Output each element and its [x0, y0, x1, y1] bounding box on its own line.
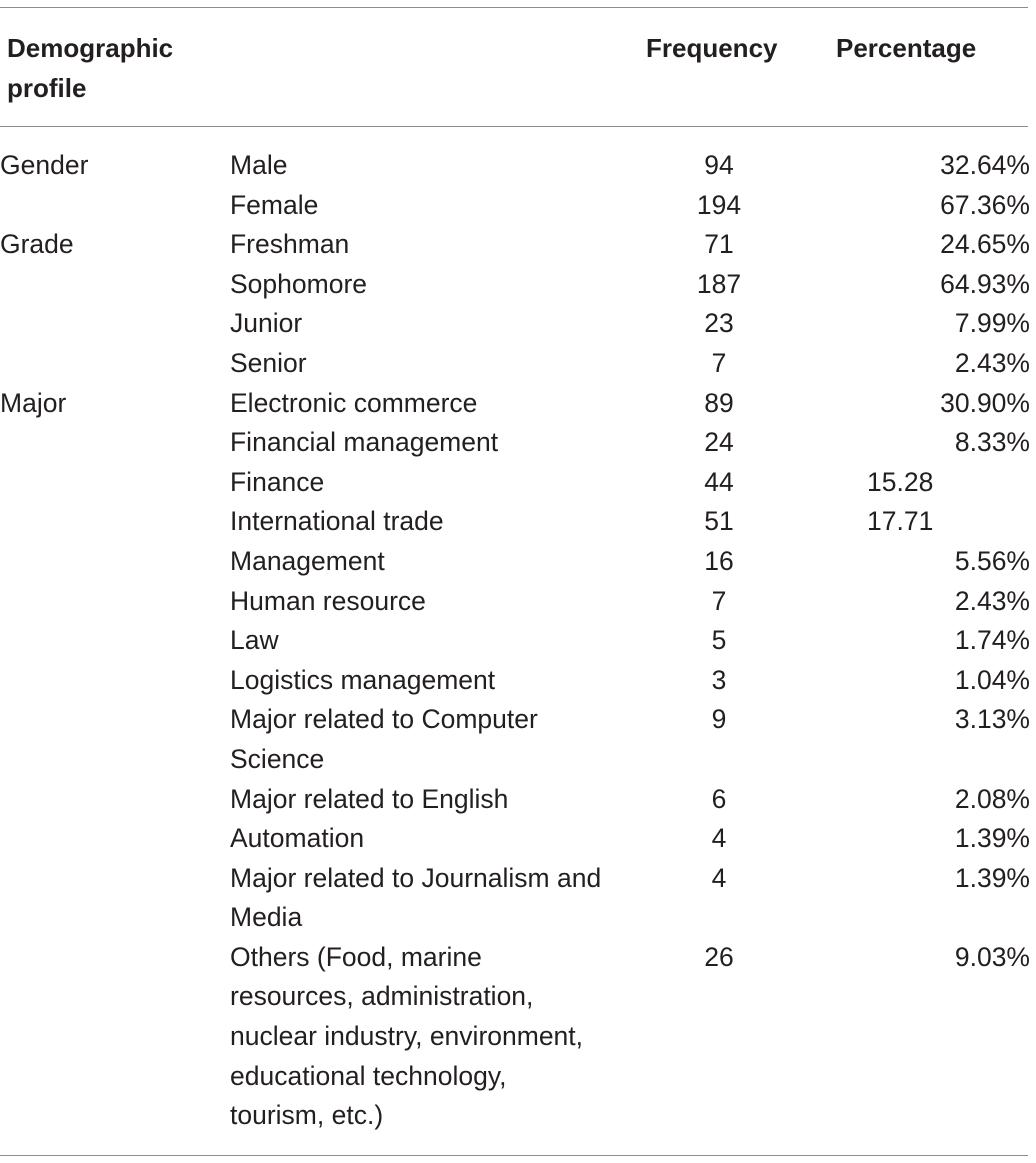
frequency-cell: 9	[711, 704, 727, 735]
category-cell: Major	[0, 387, 67, 418]
category-cell	[0, 304, 230, 344]
frequency-cell: 5	[711, 625, 727, 656]
percentage-cell: 1.39%	[954, 862, 1030, 893]
percentage-cell: 30.90%	[940, 387, 1030, 418]
frequency-cell: 44	[704, 466, 734, 497]
category-cell	[0, 463, 230, 503]
item-cell: Major related to Computer Science	[230, 704, 538, 774]
percentage-cell: 2.43%	[954, 585, 1030, 616]
table-row	[0, 502, 1030, 542]
percentage-cell: 9.03%	[954, 941, 1030, 972]
category-cell	[0, 621, 230, 661]
percentage-cell: 24.65%	[940, 229, 1030, 260]
header-percentage: Percentage	[836, 33, 977, 63]
header-frequency: Frequency	[646, 33, 778, 63]
item-cell: Male	[230, 150, 288, 180]
header-rule	[0, 126, 1028, 127]
item-cell: Financial management	[230, 427, 499, 458]
table-row	[0, 265, 1030, 305]
item-cell: Management	[230, 545, 385, 576]
frequency-cell: 194	[696, 189, 742, 220]
table-row	[0, 542, 1030, 582]
percentage-cell: 32.64%	[940, 150, 1030, 180]
percentage-cell: 8.33%	[954, 427, 1030, 458]
frequency-cell: 7	[711, 347, 727, 378]
percentage-cell: 7.99%	[954, 308, 1030, 339]
category-cell	[0, 344, 230, 384]
item-cell: Major related to Journalism and Media	[230, 862, 602, 933]
frequency-cell: 4	[711, 823, 727, 854]
table-body	[0, 146, 1030, 1136]
category-cell	[0, 938, 230, 1136]
bottom-rule	[0, 1155, 1028, 1156]
percentage-cell: 3.13%	[954, 704, 1030, 735]
category-cell	[0, 780, 230, 820]
table-row	[0, 859, 1030, 938]
table-row	[0, 938, 1030, 1136]
table-row	[0, 186, 1030, 226]
table-row	[0, 344, 1030, 384]
percentage-cell: 67.36%	[940, 189, 1030, 220]
table-row	[0, 700, 1030, 779]
category-cell	[0, 542, 230, 582]
table-row	[0, 661, 1030, 701]
frequency-cell: 23	[704, 308, 734, 339]
frequency-cell: 4	[711, 862, 727, 893]
percentage-cell: 2.08%	[954, 783, 1030, 814]
percentage-cell: 1.04%	[954, 664, 1030, 695]
category-cell	[0, 661, 230, 701]
category-cell	[0, 186, 230, 226]
category-cell	[0, 859, 230, 938]
header-profile: Demographic profile	[7, 33, 174, 103]
category-cell	[0, 819, 230, 859]
percentage-cell: 15.28	[867, 466, 934, 497]
category-cell	[0, 582, 230, 622]
item-cell: Female	[230, 189, 319, 220]
top-rule	[0, 7, 1028, 8]
category-cell: Grade	[0, 229, 74, 260]
frequency-cell: 24	[704, 427, 734, 458]
table-row	[0, 582, 1030, 622]
table-row	[0, 780, 1030, 820]
item-cell: International trade	[230, 506, 444, 537]
percentage-cell: 1.39%	[954, 823, 1030, 854]
item-cell: Others (Food, marine resources, administration, nuclear industry, environment, educational technology, tourism, etc.)	[230, 941, 584, 1131]
frequency-cell: 89	[704, 387, 734, 418]
table-row	[0, 463, 1030, 503]
table-row	[0, 621, 1030, 661]
frequency-cell: 51	[704, 506, 734, 537]
item-cell: Freshman	[230, 229, 350, 260]
item-cell: Junior	[230, 308, 303, 339]
percentage-cell: 5.56%	[954, 545, 1030, 576]
frequency-cell: 16	[704, 545, 734, 576]
table-row	[0, 384, 1030, 424]
item-cell: Logistics management	[230, 664, 496, 695]
item-cell: Finance	[230, 466, 325, 497]
table-row	[0, 225, 1030, 265]
item-cell: Automation	[230, 823, 365, 854]
category-cell	[0, 502, 230, 542]
category-cell: Gender	[0, 150, 89, 180]
item-cell: Human resource	[230, 585, 426, 616]
frequency-cell: 7	[711, 585, 727, 616]
frequency-cell: 94	[704, 150, 734, 180]
percentage-cell: 1.74%	[954, 625, 1030, 656]
table-row	[0, 304, 1030, 344]
frequency-cell: 3	[711, 664, 727, 695]
category-cell	[0, 265, 230, 305]
item-cell: Law	[230, 625, 279, 656]
percentage-cell: 2.43%	[954, 347, 1030, 378]
percentage-cell: 64.93%	[940, 268, 1030, 299]
frequency-cell: 26	[704, 941, 734, 972]
table-row	[0, 819, 1030, 859]
category-cell	[0, 700, 230, 779]
item-cell: Electronic commerce	[230, 387, 478, 418]
percentage-cell: 17.71	[867, 506, 934, 537]
category-cell	[0, 423, 230, 463]
item-cell: Sophomore	[230, 268, 368, 299]
item-cell: Senior	[230, 347, 307, 378]
table-row	[0, 423, 1030, 463]
frequency-cell: 187	[696, 268, 742, 299]
item-cell: Major related to English	[230, 783, 509, 814]
frequency-cell: 6	[711, 783, 727, 814]
frequency-cell: 71	[704, 229, 734, 260]
table-row	[0, 146, 1030, 186]
